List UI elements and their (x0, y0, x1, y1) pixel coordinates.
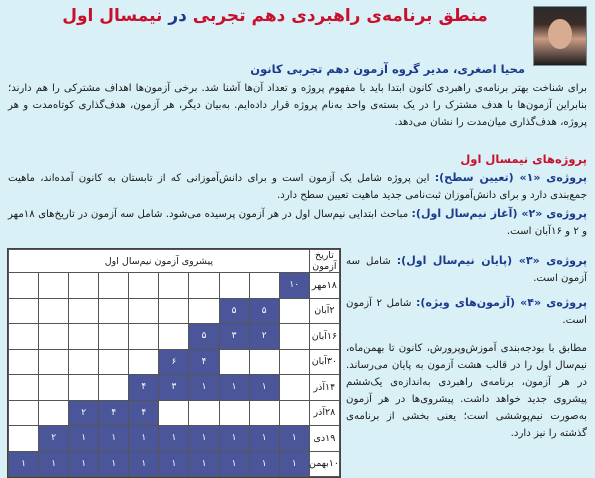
progress-cell-empty (159, 298, 189, 324)
progress-cell-empty (219, 349, 249, 375)
progress-cell-empty (219, 400, 249, 426)
closing-paragraph: مطابق با بودجه‌بندی آموزش‌وپرورش، کانون تا بهمن‌ماه، نیم‌سال اول را در قالب هشت آزمون به پایان می‌رساند. در هر آزمون، برنامه‌ی راهبردی به‌اندازه‌ی یک‌ششم پیشروی جدید خواهد داشت. پیشروی‌ها در هر آزمون به‌صورت نیم‌پوششی است؛ یعنی بخشی از برنامه‌ی گذشته را نیز دارد. (346, 343, 587, 439)
project-4-heading: پروژه‌ی «۴» (آزمون‌های ویژه): (416, 296, 588, 309)
progress-cell-filled: ۲ (39, 426, 69, 452)
progress-cell-filled: ۱ (279, 451, 309, 477)
progress-cell-filled: ۱ (219, 426, 249, 452)
title-part-2: در (162, 6, 187, 26)
progress-cell-filled: ۱ (39, 451, 69, 477)
project-1-text: این پروژه شامل یک آزمون است و برای دانش‌آموزانی که از تابستان به کانون آمده‌اند، ماهیت جمع‌بندی دارد و برای دانش‌آموزان ثبت‌نامی جدید ماهیت تعیین سطح دارد. (8, 173, 587, 201)
title-part-3: نیمسال اول (62, 6, 163, 26)
progress-cell-empty (69, 375, 99, 401)
progress-cell-filled: ۲ (69, 400, 99, 426)
progress-cell-filled: ۱ (189, 451, 219, 477)
progress-cell-empty (279, 324, 309, 350)
progress-cell-empty (249, 400, 279, 426)
progress-cell-empty (189, 400, 219, 426)
progress-cell-empty (159, 273, 189, 299)
project-4-paragraph (346, 294, 587, 329)
progress-cell-filled: ۵ (219, 298, 249, 324)
progress-cell-empty (69, 298, 99, 324)
progress-cell-filled: ۵ (189, 324, 219, 350)
progress-cell-filled: ۵ (249, 298, 279, 324)
progress-cell-empty (279, 298, 309, 324)
progress-cell-filled: ۱ (219, 375, 249, 401)
table-row (9, 273, 340, 299)
progress-cell-filled: ۴ (129, 375, 159, 401)
progress-cell-empty (129, 324, 159, 350)
progress-cell-empty (279, 349, 309, 375)
table-row (9, 375, 340, 401)
progress-cell-empty (279, 375, 309, 401)
table-row (9, 451, 340, 477)
table-row (9, 426, 340, 452)
progress-cell-filled: ۱ (99, 451, 129, 477)
progress-cell-empty (99, 273, 129, 299)
progress-cell-empty (129, 349, 159, 375)
project-2-heading: پروژه‌ی «۲» (آغاز نیم‌سال اول): (411, 207, 587, 220)
table-row (9, 400, 340, 426)
progress-cell-empty (9, 375, 39, 401)
exam-date-cell: ۱۸مهر (309, 273, 339, 299)
progress-cell-empty (99, 375, 129, 401)
progress-cell-filled: ۱ (69, 426, 99, 452)
project-1-heading: پروژه‌ی «۱» (تعیین سطح): (434, 171, 588, 184)
progress-cell-filled: ۱ (279, 426, 309, 452)
exam-date-cell: ۳۰آبان (309, 349, 339, 375)
author-face (548, 19, 572, 49)
progress-cell-filled: ۱ (159, 426, 189, 452)
progress-cell-empty (69, 349, 99, 375)
progress-cell-empty (39, 298, 69, 324)
progress-cell-empty (99, 298, 129, 324)
progress-cell-filled: ۱ (189, 375, 219, 401)
progress-cell-empty (69, 273, 99, 299)
table-body (9, 273, 340, 477)
progress-cell-empty (9, 426, 39, 452)
progress-cell-empty (69, 324, 99, 350)
progress-cell-filled: ۱ (249, 375, 279, 401)
progress-cell-filled: ۴ (129, 400, 159, 426)
progress-cell-filled: ۴ (189, 349, 219, 375)
exam-date-cell: ۱۶آبان (309, 324, 339, 350)
progress-cell-empty (189, 298, 219, 324)
progress-cell-empty (9, 298, 39, 324)
progress-cell-filled: ۱۰ (279, 273, 309, 299)
progress-cell-filled: ۱ (9, 451, 39, 477)
section-title: پروژه‌های نیمسال اول (460, 152, 587, 166)
progress-cell-filled: ۱ (129, 426, 159, 452)
progress-cell-filled: ۳ (219, 324, 249, 350)
table-row (9, 324, 340, 350)
progress-cell-filled: ۱ (159, 451, 189, 477)
exam-date-cell: ۱۴آذر (309, 375, 339, 401)
progress-cell-empty (159, 324, 189, 350)
progress-cell-empty (159, 400, 189, 426)
progress-cell-filled: ۱ (219, 451, 249, 477)
project-1-paragraph (8, 169, 587, 204)
table-row (9, 298, 340, 324)
progress-cell-filled: ۳ (159, 375, 189, 401)
table-row (9, 349, 340, 375)
exam-date-cell: ۲۸آذر (309, 400, 339, 426)
progress-cell-empty (39, 400, 69, 426)
project-2-paragraph (8, 205, 587, 240)
progress-cell-empty (129, 273, 159, 299)
progress-cell-empty (249, 349, 279, 375)
progress-header: پیشروی آزمون نیم‌سال اول (9, 250, 310, 273)
progress-cell-empty (9, 400, 39, 426)
progress-cell-empty (9, 324, 39, 350)
progress-table (8, 249, 340, 477)
exam-date-cell: ۲آبان (309, 298, 339, 324)
progress-cell-empty (39, 349, 69, 375)
project-4-text: شامل ۲ آزمون است. (346, 298, 587, 326)
progress-cell-filled: ۱ (189, 426, 219, 452)
project-3-text: شامل سه آزمون است. (346, 256, 587, 284)
progress-cell-filled: ۱ (249, 426, 279, 452)
progress-cell-filled: ۱ (129, 451, 159, 477)
progress-cell-empty (99, 324, 129, 350)
project-3-paragraph (346, 252, 587, 287)
progress-cell-empty (249, 273, 279, 299)
progress-cell-empty (39, 273, 69, 299)
date-header: تاریخ آزمون (309, 250, 339, 273)
progress-cell-empty (129, 298, 159, 324)
project-3-heading: پروژه‌ی «۳» (پایان نیم‌سال اول): (396, 254, 587, 267)
page-title (40, 6, 510, 26)
progress-cell-empty (189, 273, 219, 299)
author-photo (533, 6, 587, 66)
title-part-1: منطق برنامه‌ی راهبردی دهم تجربی (186, 6, 488, 26)
progress-cell-filled: ۶ (159, 349, 189, 375)
progress-cell-empty (39, 375, 69, 401)
intro-paragraph: برای شناخت بهتر برنامه‌ی راهبردی کانون ابتدا باید با مفهوم پروژه و تعداد آن‌ها آشنا شد. برخی آزمون‌ها اهداف مشترکی را هم دارند؛ بنابراین آزمون‌ها با هدف مشترک را در یک بسته‌ی واحد به‌نام پروژه قرار داده‌ایم. به‌بیان دیگر، هر آزمون، هدف‌گذاری کوتاه‌مدت و هر پروژه، هدف‌گذاری میان‌مدت را نشان می‌دهد. (8, 83, 587, 128)
progress-cell-empty (99, 349, 129, 375)
exam-date-cell: ۱۰بهمن (309, 451, 339, 477)
progress-cell-empty (219, 273, 249, 299)
progress-cell-empty (9, 273, 39, 299)
progress-cell-filled: ۲ (249, 324, 279, 350)
progress-cell-filled: ۴ (99, 400, 129, 426)
progress-cell-empty (39, 324, 69, 350)
progress-cell-filled: ۱ (69, 451, 99, 477)
project-2-text: مباحث ابتدایی نیم‌سال اول در هر آزمون پرسیده می‌شود. شامل سه آزمون در تاریخ‌های ۱۸مهر و ۲ و ۱۶آبان است. (8, 209, 587, 237)
progress-cell-empty (9, 349, 39, 375)
progress-cell-empty (279, 400, 309, 426)
progress-chart-table (7, 248, 341, 478)
exam-date-cell: ۱۹دی (309, 426, 339, 452)
table-header-row (9, 250, 340, 273)
progress-cell-filled: ۱ (99, 426, 129, 452)
progress-cell-filled: ۱ (249, 451, 279, 477)
author-byline: محیا اصغری، مدیر گروه آزمون دهم تجربی کانون (250, 62, 525, 76)
